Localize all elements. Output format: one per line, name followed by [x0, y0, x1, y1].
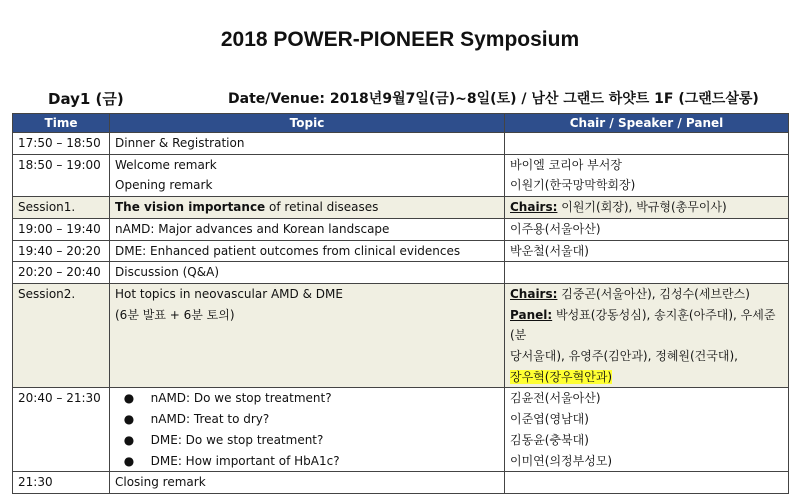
list-item-text: nAMD: Treat to dry?	[150, 412, 270, 427]
chair-cell	[505, 262, 789, 284]
day-label: Day1 (금)	[48, 90, 124, 108]
chairs-names: 이원기(회장), 박규형(총무이사)	[557, 200, 727, 215]
topic-bold: The vision importance	[115, 200, 266, 215]
table-row	[13, 133, 789, 155]
topic-rest: of retinal diseases	[265, 200, 379, 215]
chair-cell	[505, 472, 789, 494]
list-item	[115, 409, 499, 430]
page-title: 2018 POWER-PIONEER Symposium	[220, 28, 580, 51]
time-cell: 17:50 – 18:50	[13, 133, 110, 155]
list-item	[115, 430, 499, 451]
list-item	[115, 388, 499, 409]
header-topic: Topic	[110, 114, 505, 133]
table-row	[13, 240, 789, 262]
table-header-row	[13, 114, 789, 133]
table-row	[13, 218, 789, 240]
speaker-line: 이미연(의정부성모)	[510, 453, 613, 468]
bullet-icon: ●	[123, 412, 135, 427]
time-cell: 19:40 – 20:20	[13, 240, 110, 262]
chair-cell	[505, 133, 789, 155]
time-cell: Session1.	[13, 197, 110, 219]
list-item-text: DME: How important of HbA1c?	[150, 453, 340, 468]
header-time: Time	[13, 114, 110, 133]
time-cell: 21:30	[13, 472, 110, 494]
speaker-line: 김동윤(충북대)	[510, 432, 589, 447]
panel-label: Panel:	[510, 307, 553, 322]
topic-cell	[110, 283, 505, 388]
time-cell: 18:50 – 19:00	[13, 154, 110, 196]
chair-cell: 박운철(서울대)	[505, 240, 789, 262]
list-item	[115, 451, 499, 472]
list-item-text: DME: Do we stop treatment?	[150, 432, 324, 447]
topic-line: Welcome remark	[115, 157, 217, 172]
topic-cell: nAMD: Major advances and Korean landscape	[110, 218, 505, 240]
panel-line	[510, 305, 783, 346]
table-row	[13, 154, 789, 196]
topic-line: Hot topics in neovascular AMD & DME	[115, 286, 343, 301]
topic-line: Opening remark	[115, 178, 213, 193]
list-item-text: nAMD: Do we stop treatment?	[150, 391, 332, 406]
chair-cell	[505, 197, 789, 219]
speaker-line: 김윤전(서울아산)	[510, 391, 601, 406]
bullet-icon: ●	[123, 453, 135, 468]
schedule-table	[12, 113, 789, 494]
table-row	[13, 472, 789, 494]
chairs-names: 김중곤(서울아산), 김성수(세브란스)	[557, 286, 750, 301]
topic-cell: Discussion (Q&A)	[110, 262, 505, 284]
topic-cell: Closing remark	[110, 472, 505, 494]
topic-cell: DME: Enhanced patient outcomes from clinical evidences	[110, 240, 505, 262]
chair-line: 이원기(한국망막학회장)	[510, 178, 636, 193]
chair-cell: 이주용(서울아산)	[505, 218, 789, 240]
topic-cell	[110, 154, 505, 196]
panel-line	[510, 367, 783, 388]
table-row	[13, 262, 789, 284]
chair-cell	[505, 283, 789, 388]
chairs-label: Chairs:	[510, 200, 558, 215]
chair-cell	[505, 388, 789, 472]
session-row	[13, 197, 789, 219]
panel-line: 당서울대), 유영주(김안과), 정혜원(건국대),	[510, 349, 738, 364]
time-cell: 20:20 – 20:40	[13, 262, 110, 284]
venue-label: Date/Venue: 2018년9월7일(금)~8일(토) / 남산 그랜드 하얏트 1F (그랜드살롱)	[228, 91, 759, 107]
chairs-label: Chairs:	[510, 286, 558, 301]
time-cell: 19:00 – 19:40	[13, 218, 110, 240]
topic-cell	[110, 388, 505, 472]
time-cell: 20:40 – 21:30	[13, 388, 110, 472]
speaker-line: 이준엽(영남대)	[510, 412, 589, 427]
day-header	[48, 88, 778, 110]
session-row	[13, 283, 789, 388]
topic-line: (6분 발표 + 6분 토의)	[115, 307, 235, 322]
chair-line: 바이엘 코리아 부서장	[510, 157, 622, 172]
panel-names: 박성표(강동성심), 송지훈(아주대), 우세준(분	[510, 307, 776, 343]
topic-cell: Dinner & Registration	[110, 133, 505, 155]
time-cell: Session2.	[13, 283, 110, 388]
panel-highlight: 장우혁(장우혁안과)	[510, 369, 613, 384]
chair-cell	[505, 154, 789, 196]
bullet-icon: ●	[123, 432, 135, 447]
topic-cell	[110, 197, 505, 219]
table-row	[13, 388, 789, 472]
chairs-line	[510, 284, 783, 305]
bullet-icon: ●	[123, 391, 135, 406]
header-chair: Chair / Speaker / Panel	[505, 114, 789, 133]
